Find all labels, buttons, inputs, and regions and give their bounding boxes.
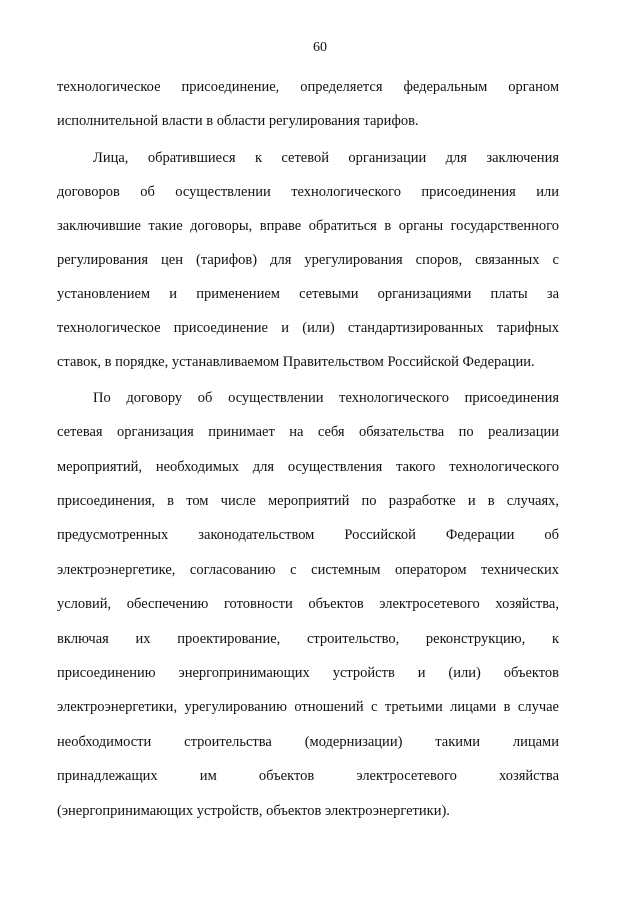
text-line: присоединению энергопринимающих устройств и (или) объектов <box>57 665 559 681</box>
text-line: электроэнергетики, урегулированию отношений с третьими лицами в случае <box>57 699 559 715</box>
text-line: исполнительной власти в области регулирования тарифов. <box>57 113 419 129</box>
text-line: технологическое присоединение, определяется федеральным органом <box>57 79 559 95</box>
text-line: присоединения, в том числе мероприятий по разработке и в случаях, <box>57 493 559 509</box>
text-line: мероприятий, необходимых для осуществления такого технологического <box>57 459 559 475</box>
text-line: технологическое присоединение и (или) стандартизированных тарифных <box>57 320 559 336</box>
text-line: включая их проектирование, строительство, реконструкцию, к <box>57 631 559 647</box>
text-line: Лица, обратившиеся к сетевой организации для заключения <box>93 150 559 166</box>
text-line: предусмотренных законодательством Российской Федерации об <box>57 527 559 543</box>
text-line: По договору об осуществлении технологического присоединения <box>93 390 559 406</box>
text-line: необходимости строительства (модернизации) такими лицами <box>57 734 559 750</box>
text-line: регулирования цен (тарифов) для урегулирования споров, связанных с <box>57 252 559 268</box>
text-line: (энергопринимающих устройств, объектов электроэнергетики). <box>57 803 450 819</box>
text-line: электроэнергетике, согласованию с системным оператором технических <box>57 562 559 578</box>
page-number: 60 <box>313 40 327 55</box>
text-line: договоров об осуществлении технологического присоединения или <box>57 184 559 200</box>
text-line: условий, обеспечению готовности объектов электросетевого хозяйства, <box>57 596 559 612</box>
text-line: заключившие такие договоры, вправе обратиться в органы государственного <box>57 218 559 234</box>
text-line: принадлежащих им объектов электросетевого хозяйства <box>57 768 559 784</box>
text-line: ставок, в порядке, устанавливаемом Правительством Российской Федерации. <box>57 354 535 370</box>
text-line: сетевая организация принимает на себя обязательства по реализации <box>57 424 559 440</box>
text-line: установлением и применением сетевыми организациями платы за <box>57 286 559 302</box>
